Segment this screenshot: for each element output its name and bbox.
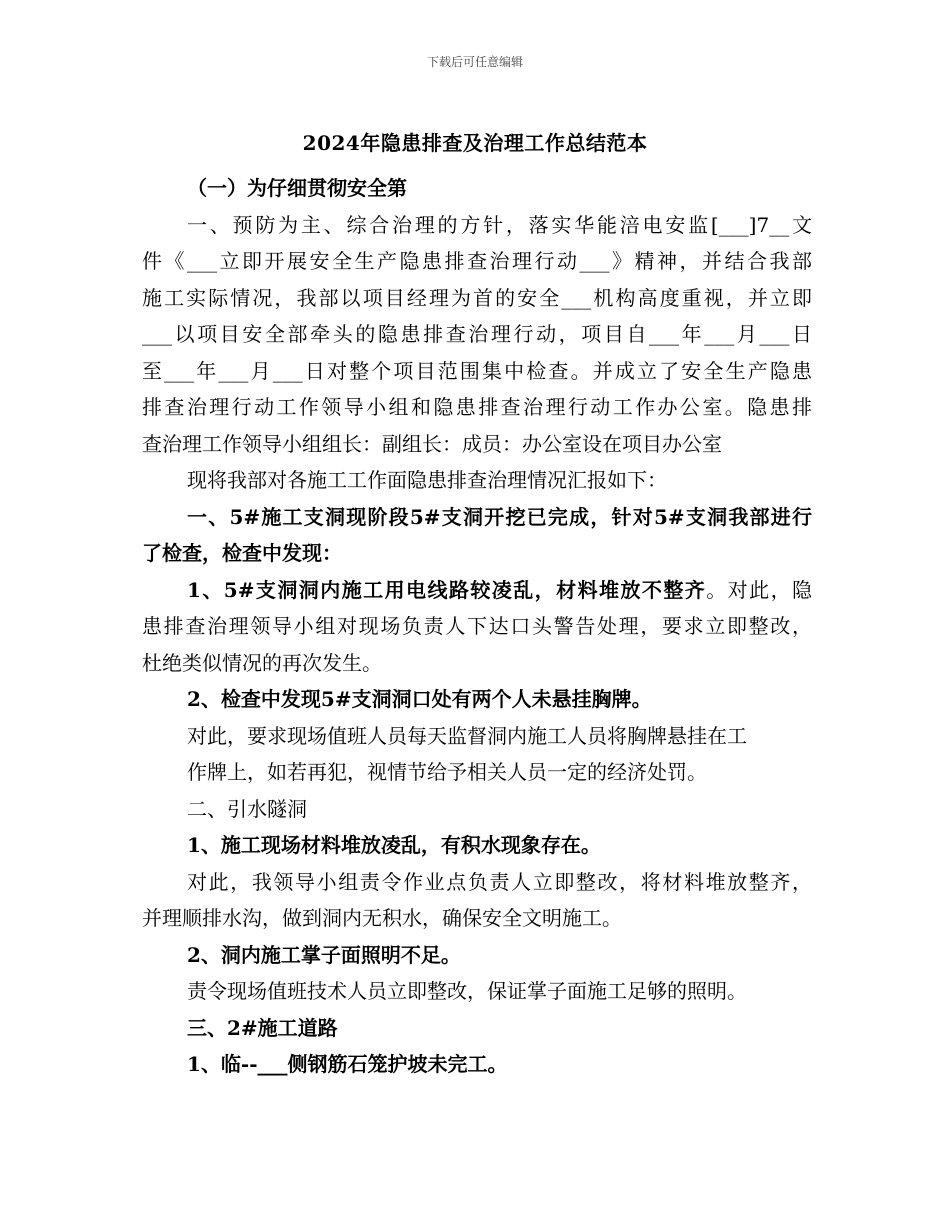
paragraph-line: 对此，我领导小组责令作业点负责人立即整改，将材料堆放整齐，: [187, 869, 812, 894]
paragraph-line: 至___年___月___日对整个项目范围集中检查。并成立了安全生产隐患: [142, 358, 812, 383]
paragraph-line: 施工实际情况，我部以项目经理为首的安全___机构高度重视，并立即: [142, 285, 812, 310]
paragraph-line: 排查治理行动工作领导小组和隐患排查治理行动工作办公室。隐患排: [142, 395, 812, 419]
paragraph-line: （一）为仔细贯彻安全第: [187, 176, 407, 200]
paragraph-line: 件《___立即开展安全生产隐患排查治理行动___》精神，并结合我部: [142, 249, 812, 273]
paragraph-line: 责令现场值班技术人员立即整改，保证掌子面施工足够的照明。: [187, 979, 747, 1003]
paragraph-line: ___以项目安全部牵头的隐患排查治理行动，项目自___年___月___日: [142, 322, 812, 346]
paragraph-line: 查治理工作领导小组组长：副组长：成员：办公室设在项目办公室: [142, 431, 722, 456]
paragraph-line: 一、预防为主、综合治理的方针，落实华能涪电安监[___]7__文: [187, 212, 812, 237]
paragraph-line: 并理顺排水沟，做到洞内无积水，确保安全文明施工。: [142, 906, 622, 930]
paragraph-line: 杜绝类似情况的再次发生。: [142, 650, 382, 675]
paragraph-line: 三、2#施工道路: [187, 1015, 338, 1040]
paragraph-line: 二、引水隧洞: [187, 796, 307, 821]
document-title: 2024年隐患排查及治理工作总结范本: [302, 131, 648, 155]
paragraph-line: 患排查治理领导小组对现场负责人下达口头警告处理，要求立即整改，: [142, 614, 812, 638]
paragraph-line: 作牌上，如若再犯，视情节给予相关人员一定的经济处罚。: [187, 760, 707, 784]
paragraph-line: 2、洞内施工掌子面照明不足。: [187, 942, 461, 967]
page-header: 下载后可任意编辑: [426, 55, 523, 69]
paragraph-line: 对此，要求现场值班人员每天监督洞内施工人员将胸牌悬挂在工: [187, 723, 747, 748]
normal-run: 。对此，隐: [706, 577, 813, 602]
paragraph-line: 1、临--___侧钢筋石笼护坡未完工。: [187, 1052, 508, 1076]
bold-run: 1、5#支洞洞内施工用电线路较凌乱，材料堆放不整齐: [187, 577, 707, 602]
document-body: [142, 170, 812, 1083]
paragraph-line: 1、施工现场材料堆放凌乱，有积水现象存在。: [187, 833, 601, 857]
paragraph-line: [142, 572, 812, 609]
paragraph-line: 2、检查中发现5#支洞洞口处有两个人未悬挂胸牌。: [187, 687, 652, 711]
paragraph-line: 一、5#施工支洞现阶段5#支洞开挖已完成，针对5#支洞我部进行: [187, 504, 812, 529]
paragraph-line: 现将我部对各施工工作面隐患排查治理情况汇报如下：: [187, 468, 667, 492]
paragraph-line: 了检查，检查中发现：: [142, 541, 342, 565]
